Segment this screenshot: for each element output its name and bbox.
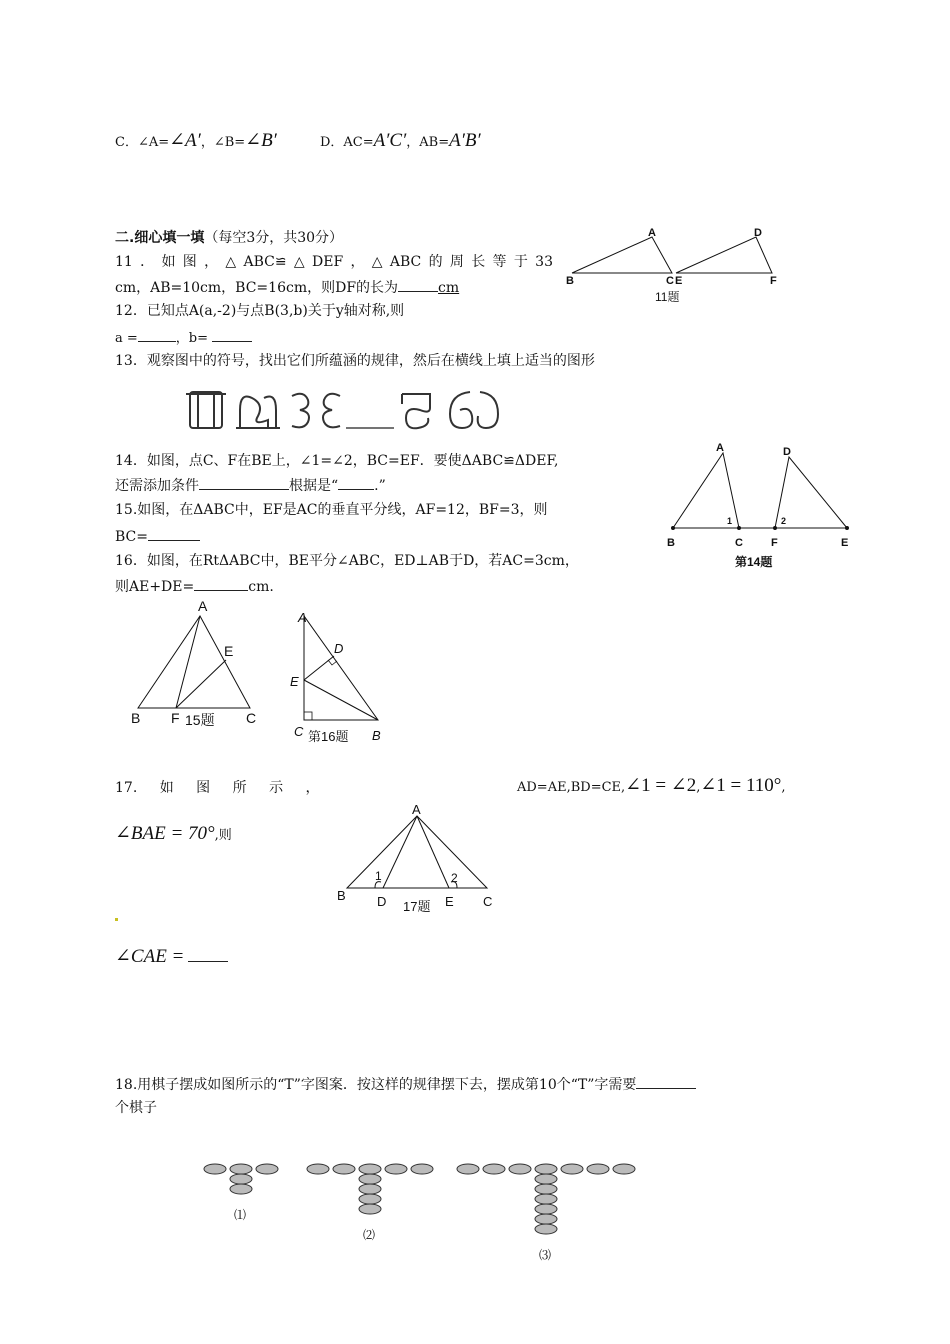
q11-text: cm，AB=10cm，BC=16cm，则DF的长为 bbox=[115, 280, 399, 296]
label-angle-1: 1 bbox=[727, 516, 733, 526]
triangle-def bbox=[676, 237, 772, 273]
label-c: C bbox=[294, 724, 304, 739]
q15-line2 bbox=[115, 526, 200, 547]
chess-piece bbox=[256, 1164, 278, 1174]
chess-piece bbox=[535, 1214, 557, 1224]
option-c-mid: ，∠B= bbox=[200, 135, 246, 150]
triangle-abc bbox=[138, 616, 250, 708]
q17-prefix-text: 17. 如 图 所 示 ， bbox=[115, 780, 320, 796]
q17-bae-line bbox=[115, 824, 232, 846]
chess-piece bbox=[535, 1204, 557, 1214]
pattern-2 bbox=[307, 1164, 433, 1242]
label-angle-2: 2 bbox=[781, 516, 787, 526]
pattern-caption: ⑴ bbox=[234, 1208, 247, 1222]
chess-piece bbox=[535, 1184, 557, 1194]
label-angle-2: 2 bbox=[451, 871, 458, 885]
q18-answer-blank[interactable] bbox=[636, 1074, 696, 1089]
label-f: F bbox=[771, 537, 778, 549]
segment-ac-prime: A′C′ bbox=[373, 130, 407, 151]
chess-piece bbox=[230, 1164, 252, 1174]
q16-text-a: 则AE+DE= bbox=[115, 579, 195, 595]
symbol-3 bbox=[292, 394, 340, 428]
q17-prefix bbox=[115, 778, 320, 798]
label-a: A bbox=[648, 227, 656, 239]
chess-piece bbox=[535, 1194, 557, 1204]
angle-b-prime: ∠B′ bbox=[245, 130, 277, 151]
option-d bbox=[320, 131, 481, 153]
q15-line1: 15.如图，在ΔABC中，EF是AC的垂直平分线，AF=12，BF=3，则 bbox=[115, 502, 548, 518]
label-e: E bbox=[841, 537, 849, 549]
chess-piece bbox=[483, 1164, 505, 1174]
chess-piece bbox=[535, 1164, 557, 1174]
segment-ab-prime: A′B′ bbox=[449, 130, 481, 151]
q18-figure bbox=[195, 1155, 655, 1265]
triangle-abc bbox=[304, 616, 378, 720]
q12-line2 bbox=[115, 327, 252, 349]
triangle-abc bbox=[572, 237, 672, 273]
label-angle-1: 1 bbox=[375, 869, 382, 883]
section-title: 二.细心填一填 bbox=[115, 230, 205, 246]
q12-a-label: a = bbox=[115, 331, 138, 346]
q13-symbols bbox=[180, 380, 520, 440]
q14-line1: 14．如图，点C、F在BE上，∠1=∠2，BC=EF．要使ΔABC≌ΔDEF, bbox=[115, 453, 559, 469]
chess-piece bbox=[359, 1204, 381, 1214]
q17-cae: ∠CAE = bbox=[115, 946, 185, 967]
chess-piece bbox=[613, 1164, 635, 1174]
label-d: D bbox=[334, 641, 344, 656]
q17-answer-blank[interactable] bbox=[188, 947, 228, 962]
q17-caption: 17题 bbox=[403, 899, 431, 914]
chess-piece bbox=[307, 1164, 329, 1174]
q11-caption: 11题 bbox=[655, 290, 680, 304]
q14-text-a: 还需添加条件 bbox=[115, 478, 199, 494]
q14-condition-blank[interactable] bbox=[199, 475, 289, 490]
q14-figure bbox=[665, 435, 855, 575]
label-e: E bbox=[675, 275, 683, 287]
q18-line1 bbox=[115, 1074, 696, 1095]
q17-cae-line bbox=[115, 947, 228, 968]
q12-a-blank[interactable] bbox=[138, 327, 176, 342]
q14-caption: 第14题 bbox=[735, 555, 773, 569]
q17-angle-eq: ∠1 = ∠2 bbox=[625, 775, 697, 796]
chess-piece bbox=[204, 1164, 226, 1174]
pattern-caption: ⑵ bbox=[363, 1228, 376, 1242]
q17-angle1: ∠1 = 110° bbox=[700, 775, 782, 796]
label-e: E bbox=[290, 674, 299, 689]
label-c: C bbox=[735, 537, 743, 549]
label-b: B bbox=[566, 275, 574, 287]
q11-answer-blank[interactable] bbox=[398, 277, 438, 292]
chess-piece bbox=[509, 1164, 531, 1174]
label-e: E bbox=[224, 643, 234, 659]
symbol-1 bbox=[186, 392, 226, 428]
q14-reason-blank[interactable] bbox=[338, 475, 374, 490]
label-a: A bbox=[716, 442, 724, 454]
label-f: F bbox=[171, 710, 180, 726]
chess-piece bbox=[359, 1194, 381, 1204]
chess-piece bbox=[535, 1224, 557, 1234]
q11-line1: 11．如图，△ABC≌△DEF，△ABC的周长等于33 bbox=[115, 254, 553, 270]
triangle-abc bbox=[347, 816, 487, 888]
q16-line2 bbox=[115, 576, 274, 597]
q16-caption: 第16题 bbox=[308, 729, 349, 744]
label-a: A bbox=[298, 610, 307, 625]
option-d-prefix: D．AC= bbox=[320, 135, 374, 150]
q11-line2 bbox=[115, 277, 459, 298]
label-a: A bbox=[412, 802, 421, 817]
chess-piece bbox=[587, 1164, 609, 1174]
label-c: C bbox=[246, 710, 257, 726]
q12-b-blank[interactable] bbox=[212, 327, 252, 342]
label-d: D bbox=[783, 446, 791, 458]
label-b: B bbox=[131, 710, 141, 726]
q14-text-c: .” bbox=[374, 478, 386, 494]
q13-text: 13．观察图中的符号，找出它们所蕴涵的规律，然后在横线上填上适当的图形 bbox=[115, 353, 595, 369]
q17-then: ,则 bbox=[214, 828, 232, 843]
chess-piece bbox=[230, 1184, 252, 1194]
label-b: B bbox=[337, 888, 346, 903]
q12-line1: 12．已知点A(a,-2)与点B(3,b)关于y轴对称,则 bbox=[115, 303, 405, 319]
q16-line1: 16．如图，在RtΔABC中，BE平分∠ABC，ED⊥AB于D，若AC=3cm， bbox=[115, 553, 579, 569]
section-heading bbox=[115, 228, 343, 248]
option-c-prefix: C．∠A= bbox=[115, 135, 170, 150]
pattern-3 bbox=[457, 1164, 635, 1262]
q16-answer-blank[interactable] bbox=[194, 576, 248, 591]
pattern-1 bbox=[204, 1164, 278, 1222]
q15-caption: 15题 bbox=[185, 712, 215, 728]
q14-line2 bbox=[115, 475, 386, 496]
option-c bbox=[115, 131, 277, 153]
label-e: E bbox=[445, 894, 454, 909]
q16-text-b: cm. bbox=[248, 579, 274, 595]
q11-unit: cm bbox=[438, 280, 460, 296]
chess-piece bbox=[333, 1164, 355, 1174]
q18-text: 18.用棋子摆成如图所示的“T”字图案．按这样的规律摆下去，摆成第10个“T”字需要 bbox=[115, 1077, 637, 1093]
label-d: D bbox=[377, 894, 387, 909]
q14-text-b: 根据是“ bbox=[289, 478, 339, 494]
dot-mark bbox=[115, 918, 118, 921]
symbol-6 bbox=[450, 392, 498, 428]
label-d: D bbox=[754, 227, 762, 239]
q18-line2: 个棋子 bbox=[115, 1100, 157, 1116]
chess-piece bbox=[359, 1184, 381, 1194]
label-c: C bbox=[483, 894, 493, 909]
symbol-5 bbox=[402, 394, 430, 428]
angle-a-prime: ∠A′ bbox=[169, 130, 201, 151]
label-b: B bbox=[667, 537, 675, 549]
q11-figure bbox=[560, 225, 800, 305]
q17-cond: AD=AE,BD=CE, bbox=[517, 780, 626, 795]
q15-figure bbox=[128, 598, 278, 738]
chess-piece bbox=[457, 1164, 479, 1174]
q17-bae: ∠BAE = 70° bbox=[115, 823, 215, 844]
q16-figure bbox=[288, 604, 398, 754]
pattern-caption: ⑶ bbox=[539, 1248, 552, 1262]
symbol-2 bbox=[236, 397, 280, 429]
chess-piece bbox=[411, 1164, 433, 1174]
section-note: （每空3分，共30分） bbox=[204, 230, 344, 246]
option-d-mid: ，AB= bbox=[406, 135, 450, 150]
chess-piece bbox=[359, 1164, 381, 1174]
label-b: B bbox=[372, 728, 381, 743]
chess-piece bbox=[359, 1174, 381, 1184]
label-f: F bbox=[770, 275, 777, 287]
chess-piece bbox=[230, 1174, 252, 1184]
label-c: C bbox=[666, 275, 674, 287]
q15-text: BC= bbox=[115, 529, 148, 545]
label-a: A bbox=[198, 598, 208, 614]
chess-piece bbox=[385, 1164, 407, 1174]
q17-figure bbox=[335, 800, 505, 920]
chess-piece bbox=[561, 1164, 583, 1174]
chess-piece bbox=[535, 1174, 557, 1184]
q17-conditions: AD=AE,BD=CE,∠1 = ∠2,∠1 = 110°, bbox=[517, 775, 786, 796]
q12-b-label: ，b= bbox=[175, 331, 208, 346]
q15-answer-blank[interactable] bbox=[148, 526, 200, 541]
